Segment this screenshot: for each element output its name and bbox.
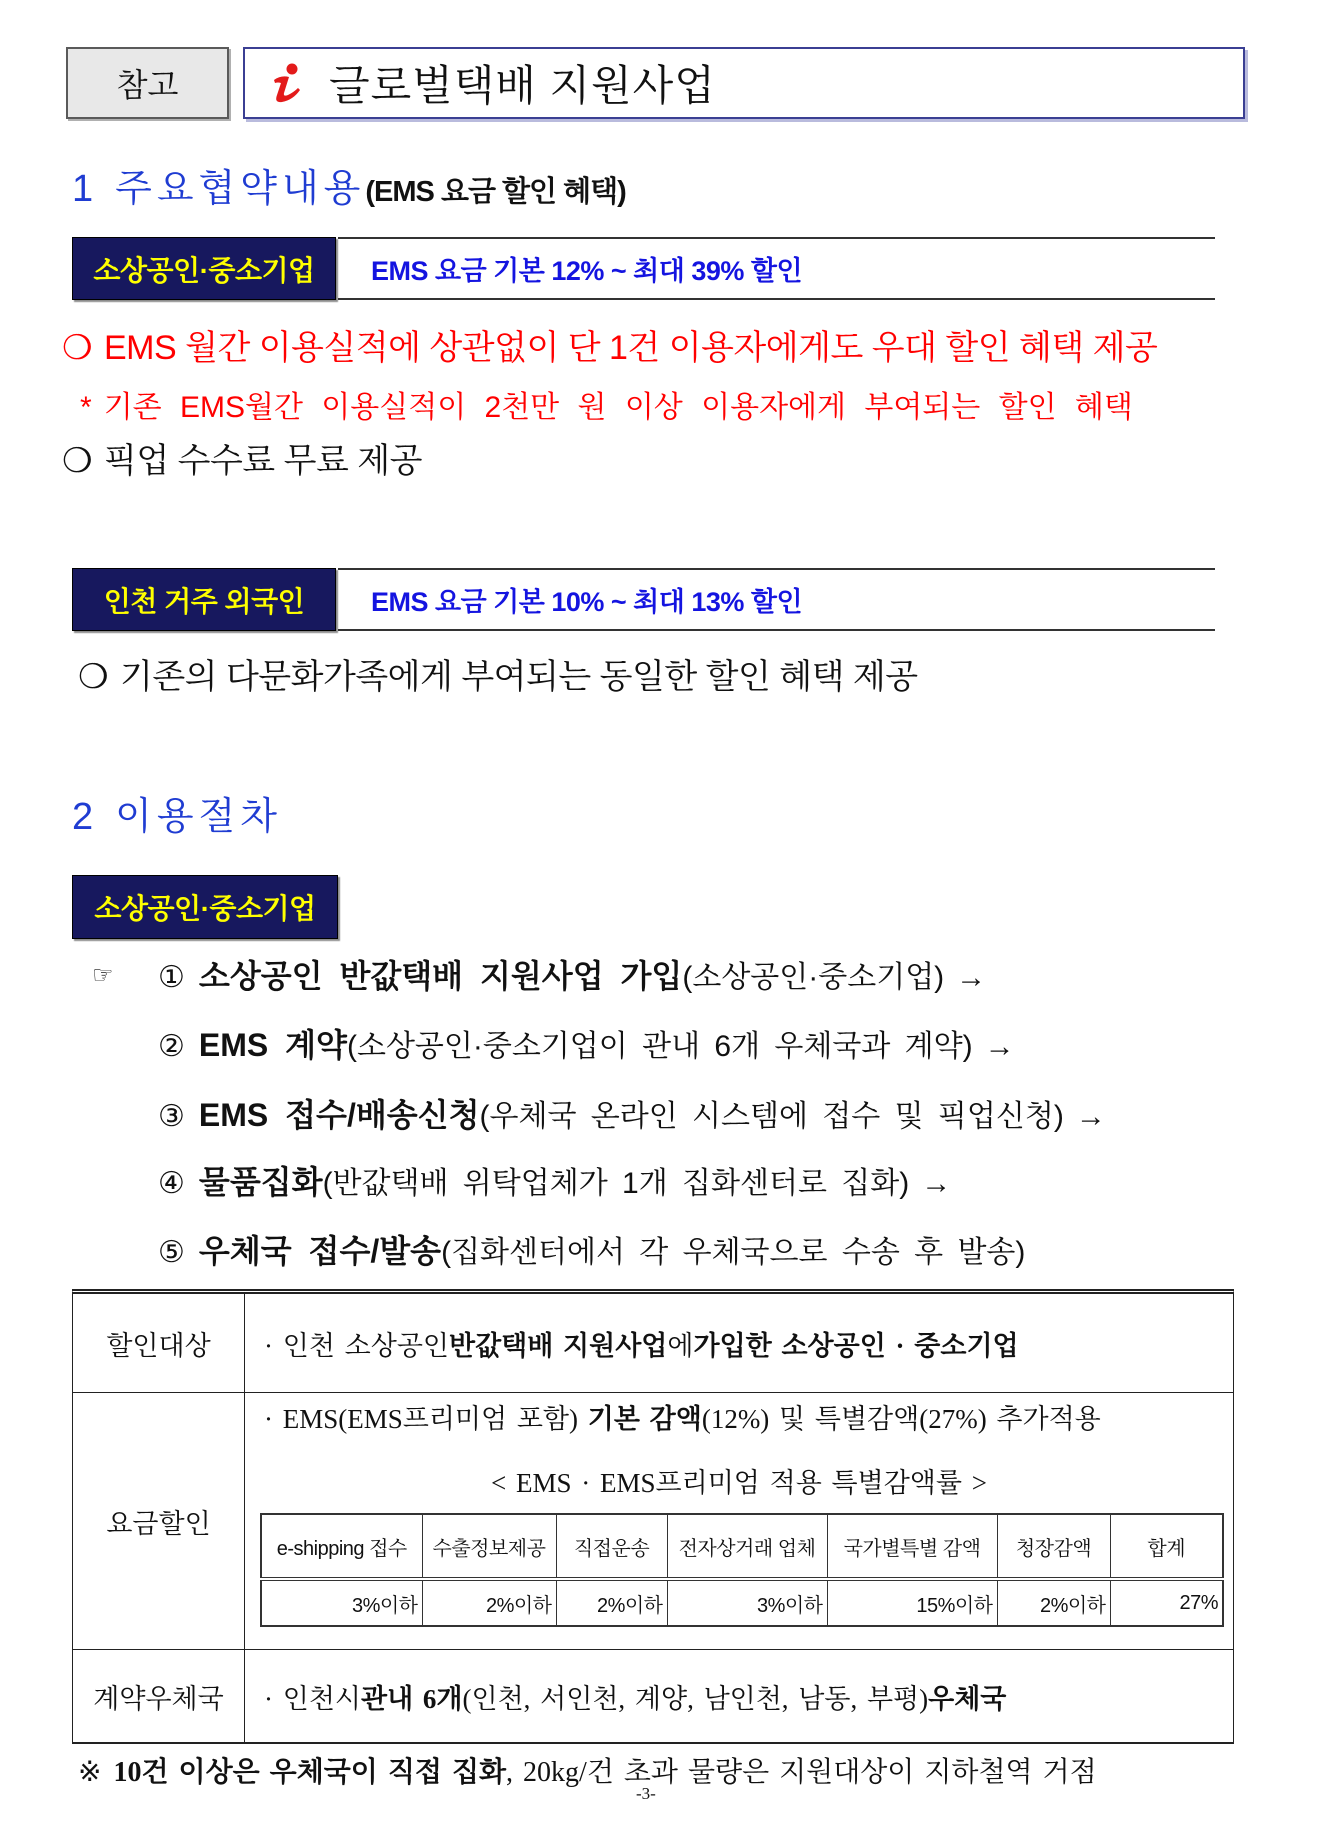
bullet-text: EMS 월간 이용실적에 상관없이 단 1건 이용자에게도 우대 할인 혜택 제공 [103, 329, 1158, 367]
row-content [245, 1294, 1233, 1392]
content-text: (12%) 및 특별감액(27%) 추가적용 [701, 1404, 1101, 1434]
note-text: 기존 EMS월간 이용실적이 2천만 원 이상 이용자에게 부여되는 할인 혜택 [103, 391, 1133, 424]
step-arrow: → [956, 961, 987, 994]
procedure-target-tag: 소상공인·중소기업 [72, 875, 338, 939]
section-title: 이용절차 [115, 796, 282, 838]
page-title: 글로벌택배 지원사업 [329, 62, 716, 109]
step-number: ④ [158, 1167, 185, 1200]
section-1-heading [72, 164, 626, 217]
rate-header-e-shipping: e-shipping 접수 [261, 1514, 422, 1579]
bullet-symbol: ❍ [62, 442, 92, 480]
benefit-bullet-preferential-discount [62, 327, 1157, 369]
rate-header-country-special: 국가별특별 감액 [827, 1514, 997, 1579]
reference-mark: ※ [78, 1757, 102, 1788]
content-emphasis: 가입한 소상공인 · 중소기업 [693, 1330, 1019, 1361]
section-subtitle: (EMS 요금 할인 혜택) [365, 176, 626, 208]
rate-header-commissioner: 청장감액 [997, 1514, 1110, 1579]
step-action: EMS 접수/배송신청 [198, 1097, 480, 1133]
content-text: · EMS(EMS프리미엄 포함) [264, 1404, 588, 1434]
step-number: ⑤ [158, 1236, 185, 1269]
benefit-band-foreign-residents [338, 568, 1215, 631]
rate-value-direct-transport: 2%이하 [556, 1579, 667, 1626]
content-emphasis: 우체국 [928, 1683, 1007, 1714]
table-row-fee-discount [73, 1392, 1233, 1649]
rate-value-e-shipping: 3%이하 [261, 1579, 422, 1626]
benefit-summary: EMS 요금 기본 12% ~ 최대 39% 할인 [371, 256, 803, 286]
section-number: 1 [72, 168, 94, 210]
rate-value-row [261, 1579, 1223, 1626]
row-label: 계약우체국 [73, 1650, 245, 1742]
content-text: · 인천시 [264, 1683, 361, 1714]
content-emphasis: 반값택배 지원사업 [448, 1330, 668, 1361]
procedure-step-4 [158, 1159, 951, 1207]
rate-header-total: 합계 [1110, 1514, 1223, 1579]
row-label: 할인대상 [73, 1294, 245, 1392]
content-emphasis: 관내 6개 [361, 1683, 463, 1714]
rate-value-e-commerce: 3%이하 [667, 1579, 827, 1626]
benefit-note [80, 388, 1133, 428]
rate-header-export-info: 수출정보제공 [422, 1514, 556, 1579]
rate-header-direct-transport: 직접운송 [556, 1514, 667, 1579]
target-tag-small-business: 소상공인·중소기업 [72, 237, 336, 300]
procedure-step-2 [158, 1022, 1015, 1070]
procedure-step-1 [158, 953, 986, 1001]
info-icon [267, 62, 307, 104]
step-number: ① [158, 961, 185, 994]
footnote [78, 1754, 1097, 1792]
footnote-emphasis: 10건 이상은 우체국이 직접 집화 [113, 1757, 507, 1788]
footnote-text: , 20kg/건 초과 물량은 지원대상이 지하철역 거점 [506, 1757, 1097, 1788]
rate-header-row [261, 1514, 1223, 1579]
rate-value-total: 27% [1110, 1579, 1223, 1626]
fee-description [245, 1401, 1233, 1437]
benefit-bullet-free-pickup [62, 440, 422, 482]
step-number: ② [158, 1030, 185, 1063]
step-action: EMS 계약 [198, 1027, 347, 1063]
section-number: 2 [72, 796, 94, 838]
procedure-step-5 [158, 1228, 1025, 1276]
step-arrow: → [1075, 1100, 1106, 1133]
step-number: ③ [158, 1100, 185, 1133]
row-content [245, 1650, 1233, 1742]
pointing-hand-icon: ☞ [92, 962, 114, 989]
step-action: 우체국 접수/발송 [198, 1233, 442, 1269]
bullet-text: 기존의 다문화가족에게 부여되는 동일한 할인 혜택 제공 [119, 658, 918, 696]
content-text: · 인천 소상공인 [264, 1330, 449, 1361]
step-detail: (소상공인·중소기업) [682, 961, 945, 994]
table-row-contract-post-office [73, 1649, 1233, 1742]
row-label: 요금할인 [73, 1393, 245, 1649]
step-detail: (반값택배 위탁업체가 1개 집화센터로 집화) [322, 1167, 910, 1200]
rate-header-e-commerce: 전자상거래 업체 [667, 1514, 827, 1579]
step-action: 물품집화 [198, 1164, 323, 1200]
page-title-box [243, 47, 1245, 119]
step-detail: (집화센터에서 각 우체국으로 수송 후 발송) [441, 1236, 1026, 1269]
benefit-band-small-business [338, 237, 1215, 300]
step-arrow: → [984, 1030, 1015, 1063]
step-detail: (우체국 온라인 시스템에 접수 및 픽업신청) [479, 1100, 1064, 1133]
row-content [245, 1393, 1233, 1649]
table-row-discount-target [73, 1294, 1233, 1392]
rate-value-commissioner: 2%이하 [997, 1579, 1110, 1626]
note-symbol: * [80, 391, 92, 424]
benefit-summary: EMS 요금 기본 10% ~ 최대 13% 할인 [371, 587, 803, 617]
section-title: 주요협약내용 [115, 168, 366, 210]
discount-info-table [72, 1289, 1234, 1744]
rate-value-country-special: 15%이하 [827, 1579, 997, 1626]
step-arrow: → [921, 1167, 952, 1200]
section-2-heading [72, 792, 282, 842]
step-action: 소상공인 반값택배 지원사업 가입 [198, 958, 683, 994]
content-text: (인천, 서인천, 계양, 남인천, 남동, 부평) [462, 1683, 929, 1714]
rate-value-export-info: 2%이하 [422, 1579, 556, 1626]
bullet-text: 픽업 수수료 무료 제공 [103, 442, 422, 480]
bullet-symbol: ❍ [62, 329, 92, 367]
reference-tag: 참고 [66, 47, 229, 119]
content-emphasis: 기본 감액 [587, 1404, 702, 1434]
special-discount-rate-table [260, 1513, 1224, 1627]
content-text: 에 [667, 1330, 694, 1361]
step-detail: (소상공인·중소기업이 관내 6개 우체국과 계약) [346, 1030, 973, 1063]
bullet-symbol: ❍ [78, 658, 108, 696]
benefit-bullet-multicultural [78, 656, 918, 698]
rate-table-caption: < EMS · EMS프리미엄 적용 특별감액률 > [491, 1468, 987, 1498]
page-number: -3- [636, 1784, 656, 1803]
target-tag-foreign-residents: 인천 거주 외국인 [72, 568, 336, 631]
procedure-step-3 [158, 1092, 1106, 1140]
